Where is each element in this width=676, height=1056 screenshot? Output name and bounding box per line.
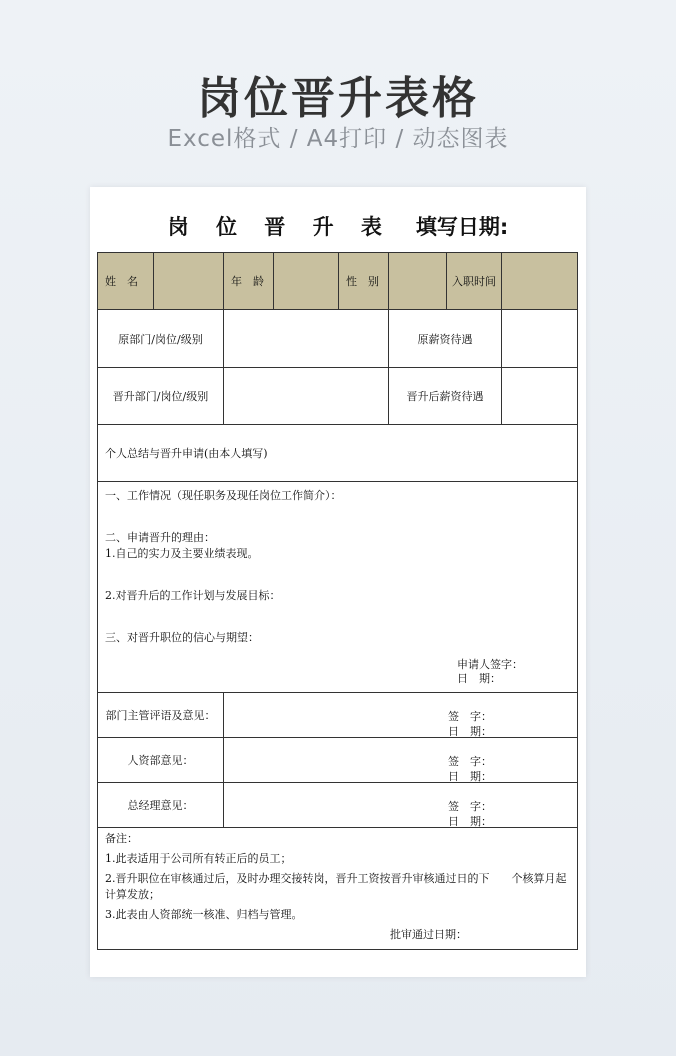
- name-field[interactable]: [154, 253, 224, 310]
- reason-item-1: 1.自己的实力及主要业绩表现。: [105, 546, 259, 560]
- hr-sign-label: 签 字：: [448, 755, 492, 769]
- summary-label: 个人总结与晋升申请(由本人填写): [98, 425, 578, 482]
- belief-heading: 三、对晋升职位的信心与期望：: [105, 630, 259, 644]
- application-block[interactable]: [98, 482, 578, 693]
- new-salary-label: 晋升后薪资待遇: [389, 368, 502, 425]
- gender-label: 性 别: [339, 253, 389, 310]
- gm-opinion-label: 总经理意见：: [98, 783, 224, 828]
- promotion-table: [97, 252, 578, 950]
- work-heading: 一、工作情况（现任职务及现任岗位工作简介）：: [105, 489, 342, 502]
- orig-row: [98, 310, 578, 368]
- dept-opinion-label: 部门主管评语及意见：: [98, 693, 224, 738]
- form-title: [90, 211, 586, 241]
- hero-subtitle: Excel格式 / A4打印 / 动态图表: [167, 126, 509, 152]
- reason-item-2: 2.对晋升后的工作计划与发展目标：: [105, 588, 281, 602]
- header-row: [98, 253, 578, 310]
- new-dept-label: 晋升部门/岗位/级别: [98, 368, 224, 425]
- form-sheet: [90, 187, 586, 977]
- dept-sign-label: 签 字：: [448, 710, 492, 724]
- gm-date-label: 日 期：: [448, 814, 492, 828]
- reason-heading: 二、申请晋升的理由：: [105, 530, 215, 544]
- note-3: 3.此表由人资部统一核准、归档与管理。: [105, 908, 303, 922]
- notes-block: [98, 828, 578, 950]
- form-title-text: 岗 位 晋 升 表: [167, 215, 392, 239]
- application-row: [98, 482, 578, 693]
- hero-title: 岗位晋升表格: [197, 73, 479, 124]
- applicant-date-label: 日 期：: [457, 671, 501, 685]
- gm-sign-label: 签 字：: [448, 800, 492, 814]
- note-2: 2.晋升职位在审核通过后，及时办理交接转岗，晋升工资按晋升审核通过日的下 个核算月起计算发放；: [105, 872, 567, 902]
- orig-salary-label: 原薪资待遇: [389, 310, 502, 368]
- approval-date-label: 批审通过日期：: [390, 927, 467, 941]
- approval-row-gm: [98, 783, 578, 828]
- orig-salary-field[interactable]: [502, 310, 578, 368]
- age-field[interactable]: [274, 253, 339, 310]
- age-label: 年 龄: [224, 253, 274, 310]
- gm-opinion-field[interactable]: [224, 783, 578, 828]
- fill-date-label: 填写日期:: [415, 215, 509, 239]
- hr-date-label: 日 期：: [448, 769, 492, 783]
- approval-row-dept: [98, 693, 578, 738]
- new-dept-field[interactable]: [224, 368, 389, 425]
- gender-field[interactable]: [389, 253, 447, 310]
- hr-opinion-field[interactable]: [224, 738, 578, 783]
- name-label: 姓 名: [98, 253, 154, 310]
- hire-date-field[interactable]: [502, 253, 578, 310]
- notes-row: [98, 828, 578, 950]
- summary-row: [98, 425, 578, 482]
- orig-dept-label: 原部门/岗位/级别: [98, 310, 224, 368]
- hire-date-label: 入职时间: [447, 253, 502, 310]
- hr-opinion-label: 人资部意见：: [98, 738, 224, 783]
- new-salary-field[interactable]: [502, 368, 578, 425]
- applicant-sign-label: 申请人签字：: [457, 657, 523, 671]
- approval-row-hr: [98, 738, 578, 783]
- dept-date-label: 日 期：: [448, 724, 492, 738]
- dept-opinion-field[interactable]: [224, 693, 578, 738]
- notes-title: 备注：: [105, 832, 138, 846]
- orig-dept-field[interactable]: [224, 310, 389, 368]
- new-row: [98, 368, 578, 425]
- note-1: 1.此表适用于公司所有转正后的员工；: [105, 852, 292, 866]
